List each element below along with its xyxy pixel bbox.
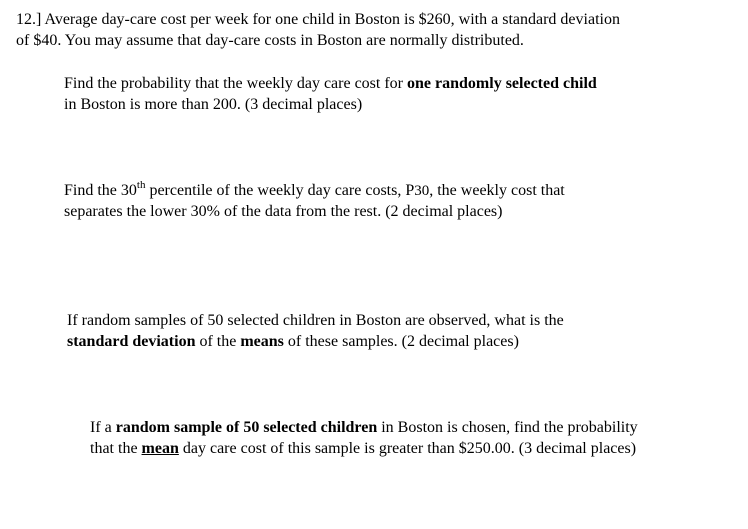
question-4-text-post: in Boston is chosen, find the probability <box>377 419 638 436</box>
question-3 <box>67 310 564 352</box>
question-1 <box>64 73 597 115</box>
percentile-subscript: 30 <box>414 183 430 199</box>
question-1-line-1 <box>64 73 597 94</box>
question-4-line-1 <box>90 417 638 438</box>
question-3-emphasis-1: standard deviation <box>67 333 196 350</box>
question-2-line-2: separates the lower 30% of the data from the rest. (2 decimal places) <box>64 203 503 220</box>
question-2 <box>64 180 565 222</box>
question-3-text-post: of these samples. (2 decimal places) <box>283 333 519 350</box>
question-4-text-2-post: day care cost of this sample is greater than $250.00. (3 decimal places) <box>178 440 637 457</box>
question-4-text-2: that the <box>90 440 142 457</box>
ordinal-superscript: th <box>136 179 146 191</box>
question-3-line-2 <box>67 331 564 352</box>
question-4-text: If a <box>90 419 116 436</box>
question-4-emphasis-mean: mean <box>141 440 179 457</box>
intro-line-1: 12.] Average day-care cost per week for one child in Boston is $260, with a standard deviation <box>16 11 620 28</box>
question-2-line-1 <box>64 180 565 201</box>
problem-intro <box>16 9 620 51</box>
question-4-emphasis: random sample of 50 selected children <box>115 419 378 436</box>
question-2-text-mid: percentile of the weekly day care costs, P <box>145 182 415 199</box>
question-2-text-post: , the weekly cost that <box>429 182 565 199</box>
question-2-text: Find the 30 <box>64 182 137 199</box>
question-1-text: Find the probability that the weekly day care cost for <box>64 75 408 92</box>
question-4 <box>90 417 638 459</box>
intro-line-2: of $40. You may assume that day-care costs in Boston are normally distributed. <box>16 32 524 49</box>
question-1-line-2: in Boston is more than 200. (3 decimal places) <box>64 96 363 113</box>
question-4-line-2 <box>90 438 638 459</box>
question-3-text-mid: of the <box>195 333 241 350</box>
question-3-line-1: If random samples of 50 selected children in Boston are observed, what is the <box>67 312 564 329</box>
question-3-emphasis-2: means <box>240 333 284 350</box>
question-1-emphasis: one randomly selected child <box>407 75 597 92</box>
